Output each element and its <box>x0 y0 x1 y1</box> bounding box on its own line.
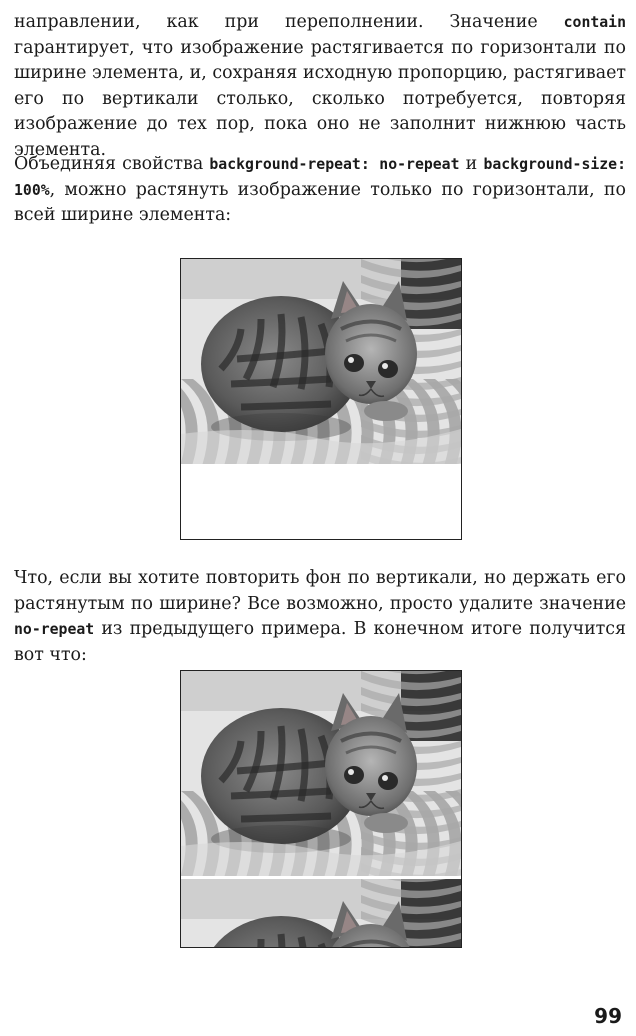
kitten-photo-tile <box>181 879 461 948</box>
inline-code: contain <box>563 14 626 31</box>
figure-background-no-repeat <box>180 258 462 540</box>
text-run: направлении, как при переполнении. Значение <box>14 12 564 32</box>
paragraph-no-repeat-explanation <box>14 152 626 229</box>
text-run: Объединяя свойства <box>14 154 210 174</box>
text-run: гарантирует, что изображение растягивается по горизонтали по ширине элемента, и, сохраняя исходную пропорцию, растягивает его по вертикали столько, сколько потребуется, повторяя изображение до тех пор, пока оно не заполнит нижнюю часть элемента. <box>14 37 626 160</box>
kitten-photo-tile <box>181 671 461 876</box>
text-run: и <box>459 154 484 174</box>
text-run: Что, если вы хотите повторить фон по вертикали, но держать его растянутым по ширине? Все возможно, просто удалите значение <box>14 568 626 614</box>
inline-code: background-size: 100% <box>14 156 626 199</box>
text-run: из предыдущего примера. В конечном итоге получится вот что: <box>14 619 626 665</box>
page-number: 99 <box>594 1004 622 1028</box>
inline-code: background-repeat: no-repeat <box>209 156 460 173</box>
text-run: , можно растянуть изображение только по горизонтали, по всей ширине элемента: <box>14 179 626 225</box>
figure-background-repeat <box>180 670 462 948</box>
paragraph-contain-explanation <box>14 10 626 163</box>
inline-code: no-repeat <box>14 621 95 638</box>
kitten-photo-tile <box>181 259 461 464</box>
paragraph-repeat-explanation <box>14 566 626 668</box>
